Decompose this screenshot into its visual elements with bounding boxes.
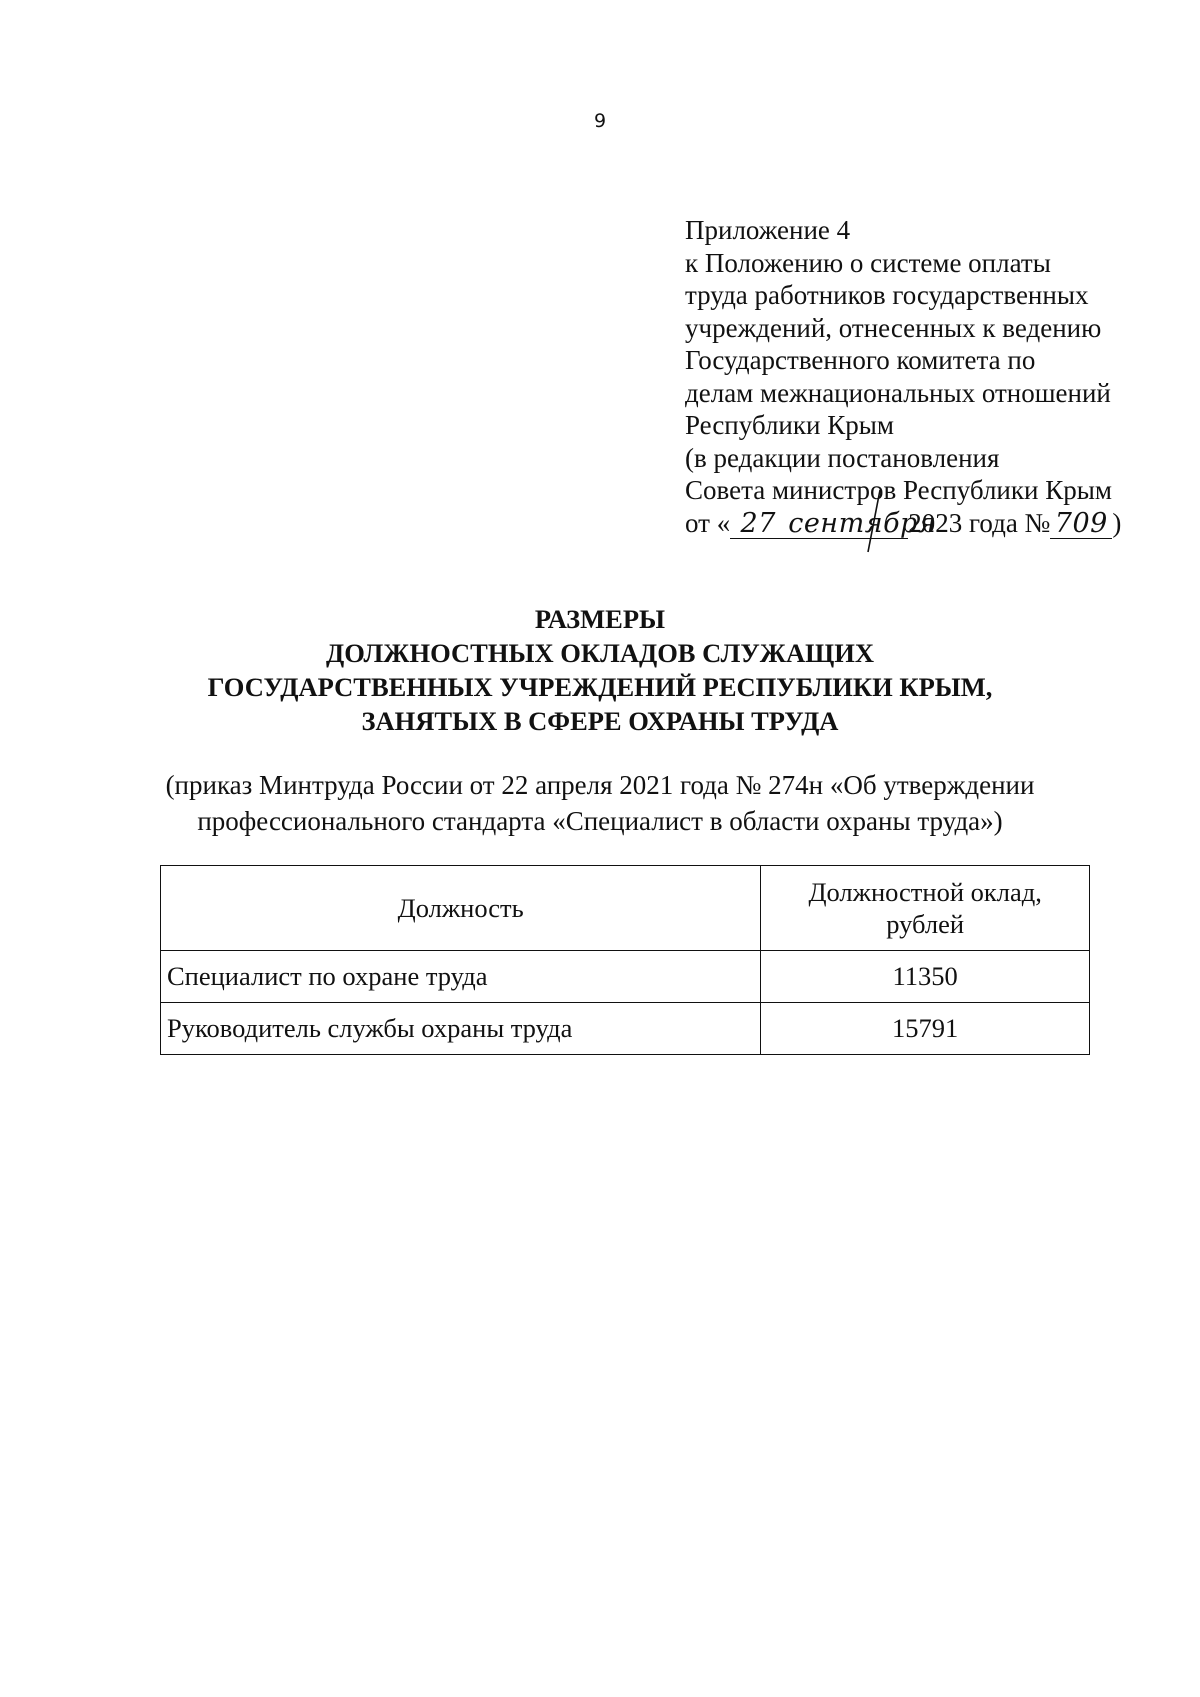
- table-cell-position: Руководитель службы охраны труда: [161, 1003, 761, 1055]
- handwritten-month: сентября: [788, 507, 937, 539]
- appendix-line: труда работников государственных: [685, 280, 1089, 310]
- document-subtitle: [0, 767, 1200, 839]
- handwritten-number: 709: [1050, 510, 1112, 539]
- appendix-line: Государственного комитета по: [685, 345, 1036, 375]
- appendix-line: Совета министров Республики Крым: [685, 475, 1112, 505]
- signature-mark: [820, 488, 1080, 558]
- appendix-line: (в редакции постановления: [685, 442, 1000, 473]
- table-cell-salary: 11350: [761, 951, 1090, 1003]
- table-cell-position: Специалист по охране труда: [161, 951, 761, 1003]
- table-row: [161, 951, 1090, 1003]
- title-line: ГОСУДАРСТВЕННЫХ УЧРЕЖДЕНИЙ РЕСПУБЛИКИ КРЫМ,: [207, 672, 993, 702]
- date-suffix: ): [1112, 507, 1122, 538]
- appendix-line: Республики Крым: [685, 410, 894, 440]
- header-position: Должность: [161, 866, 761, 951]
- title-line: РАЗМЕРЫ: [534, 604, 666, 634]
- header-salary: [761, 866, 1090, 951]
- appendix-line: делам межнациональных отношений: [685, 377, 1111, 408]
- table-cell-salary: 15791: [761, 1003, 1090, 1055]
- subtitle-line: профессионального стандарта «Специалист в области охраны труда»): [197, 806, 1003, 836]
- appendix-line: Приложение 4: [685, 215, 851, 245]
- date-prefix: от «: [685, 507, 731, 538]
- table-row: [161, 1003, 1090, 1055]
- title-line: ЗАНЯТЫХ В СФЕРЕ ОХРАНЫ ТРУДА: [361, 706, 839, 736]
- appendix-line: учреждений, отнесенных к ведению: [685, 312, 1102, 343]
- header-salary-line: Должностной оклад,: [808, 877, 1042, 907]
- subtitle-line: (приказ Минтруда России от 22 апреля 2021 года № 274н «Об утверждении: [165, 770, 1035, 800]
- table-header-row: [161, 866, 1090, 951]
- salary-table: [160, 865, 1090, 1055]
- document-title: [0, 602, 1200, 738]
- header-salary-unit: рублей: [886, 909, 965, 939]
- title-line: ДОЛЖНОСТНЫХ ОКЛАДОВ СЛУЖАЩИХ: [326, 638, 874, 668]
- page-number: 9: [593, 110, 607, 132]
- handwritten-day: 27: [730, 510, 786, 539]
- appendix-line: к Положению о системе оплаты: [685, 247, 1051, 278]
- date-year-text: 2023 года №: [908, 507, 1051, 538]
